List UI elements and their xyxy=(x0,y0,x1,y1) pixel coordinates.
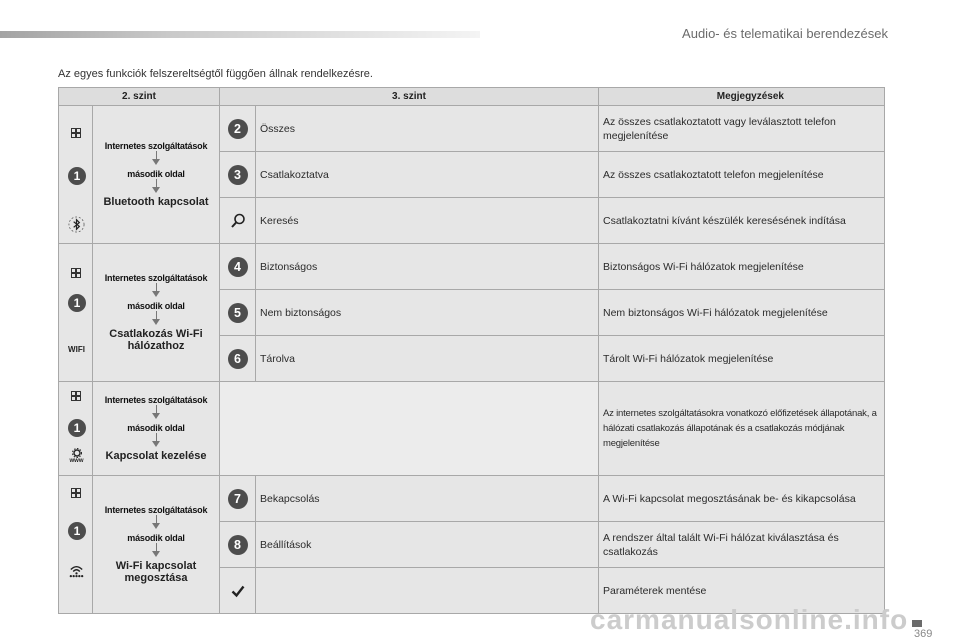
flow-label-second-page: második oldal xyxy=(127,423,185,433)
intro-text: Az egyes funkciók felszereltségtől függően állnak rendelkezésre. xyxy=(58,68,373,80)
flow-title: Csatlakozás Wi-Fi hálózathoz xyxy=(109,328,203,352)
marker-cell xyxy=(220,522,256,568)
marker-cell xyxy=(220,336,256,382)
level3-label: Tárolva xyxy=(256,336,599,382)
group-icon-cell xyxy=(59,106,93,244)
level3-label: Keresés xyxy=(256,198,599,244)
grid-menu-icon xyxy=(71,488,81,498)
arrow-down-icon xyxy=(152,283,161,297)
header-gradient-bar xyxy=(0,31,480,38)
flow-label-services: Internetes szolgáltatások xyxy=(104,505,208,515)
group-icon-cell xyxy=(59,382,93,476)
step-badge: 6 xyxy=(228,349,248,369)
arrow-down-icon xyxy=(152,151,161,165)
level3-label: Bekapcsolás xyxy=(256,476,599,522)
hotspot-share-icon xyxy=(68,562,85,579)
arrow-down-icon xyxy=(152,179,161,193)
marker-cell xyxy=(220,152,256,198)
table-row xyxy=(59,106,885,152)
step-badge: 3 xyxy=(228,165,248,185)
note-text: Az összes csatlakoztatott telefon megjelenítése xyxy=(599,152,885,198)
flow-label-services: Internetes szolgáltatások xyxy=(104,395,208,405)
marker-cell xyxy=(220,290,256,336)
note-text: Tárolt Wi-Fi hálózatok megjelenítése xyxy=(599,336,885,382)
step-badge: 2 xyxy=(228,119,248,139)
marker-cell xyxy=(220,476,256,522)
page-number: 369 xyxy=(914,628,933,640)
marker-cell xyxy=(220,244,256,290)
checkmark-icon xyxy=(231,584,245,598)
watermark: carmanualsonline.info xyxy=(590,604,909,635)
step-badge: 1 xyxy=(68,167,86,185)
note-text: Nem biztonságos Wi-Fi hálózatok megjelenítése xyxy=(599,290,885,336)
column-header-level3: 3. szint xyxy=(220,88,599,106)
flow-cell xyxy=(93,476,220,614)
wifi-icon: WIFI xyxy=(68,345,85,354)
arrow-down-icon xyxy=(152,433,161,447)
level3-label: Beállítások xyxy=(256,522,599,568)
step-badge: 1 xyxy=(68,419,86,437)
search-icon xyxy=(229,212,247,230)
bluetooth-icon xyxy=(68,216,85,233)
note-text: Az internetes szolgáltatásokra vonatkozó előfizetések állapotának, a hálózati csatlakozás állapotának és a csatlakozás módjának megjelenítése xyxy=(599,382,885,476)
column-header-notes: Megjegyzések xyxy=(599,88,885,106)
flow-cell xyxy=(93,106,220,244)
arrow-down-icon xyxy=(152,405,161,419)
arrow-down-icon xyxy=(152,543,161,557)
level3-label: Csatlakoztatva xyxy=(256,152,599,198)
flow-cell xyxy=(93,244,220,382)
flow-title: Bluetooth kapcsolat xyxy=(103,196,209,208)
level3-label: Biztonságos xyxy=(256,244,599,290)
step-badge: 5 xyxy=(228,303,248,323)
level3-label xyxy=(256,568,599,614)
grid-menu-icon xyxy=(71,391,81,401)
level3-label: Nem biztonságos xyxy=(256,290,599,336)
www-gear-icon: www xyxy=(68,448,85,465)
flow-label-services: Internetes szolgáltatások xyxy=(104,141,208,151)
empty-cell xyxy=(220,382,599,476)
step-badge: 8 xyxy=(228,535,248,555)
note-text: Biztonságos Wi-Fi hálózatok megjelenítése xyxy=(599,244,885,290)
level3-label: Összes xyxy=(256,106,599,152)
flow-label-second-page: második oldal xyxy=(127,533,185,543)
table-row xyxy=(59,244,885,290)
marker-cell xyxy=(220,106,256,152)
note-text: A Wi-Fi kapcsolat megosztásának be- és kikapcsolása xyxy=(599,476,885,522)
flow-title: Wi-Fi kapcsolat megosztása xyxy=(115,560,197,584)
note-text: Az összes csatlakoztatott vagy leválasztott telefon megjelenítése xyxy=(599,106,885,152)
flow-title: Kapcsolat kezelése xyxy=(105,450,207,462)
note-text: Paraméterek mentése xyxy=(599,568,885,614)
step-badge: 4 xyxy=(228,257,248,277)
page-marker xyxy=(912,620,922,627)
marker-cell xyxy=(220,568,256,614)
flow-label-second-page: második oldal xyxy=(127,301,185,311)
note-text: Csatlakoztatni kívánt készülék keresésének indítása xyxy=(599,198,885,244)
table-header-row xyxy=(59,88,885,106)
flow-label-second-page: második oldal xyxy=(127,169,185,179)
arrow-down-icon xyxy=(152,515,161,529)
marker-cell xyxy=(220,198,256,244)
arrow-down-icon xyxy=(152,311,161,325)
note-text: A rendszer által talált Wi-Fi hálózat kiválasztása és csatlakozás xyxy=(599,522,885,568)
grid-menu-icon xyxy=(71,268,81,278)
table-row xyxy=(59,476,885,522)
group-icon-cell xyxy=(59,476,93,614)
column-header-level2: 2. szint xyxy=(59,88,220,106)
group-icon-cell xyxy=(59,244,93,382)
step-badge: 7 xyxy=(228,489,248,509)
table-row xyxy=(59,382,885,476)
flow-label-services: Internetes szolgáltatások xyxy=(104,273,208,283)
step-badge: 1 xyxy=(68,294,86,312)
grid-menu-icon xyxy=(71,128,81,138)
section-title: Audio- és telematikai berendezések xyxy=(682,26,888,41)
flow-cell xyxy=(93,382,220,476)
step-badge: 1 xyxy=(68,522,86,540)
settings-menu-table xyxy=(58,87,885,614)
